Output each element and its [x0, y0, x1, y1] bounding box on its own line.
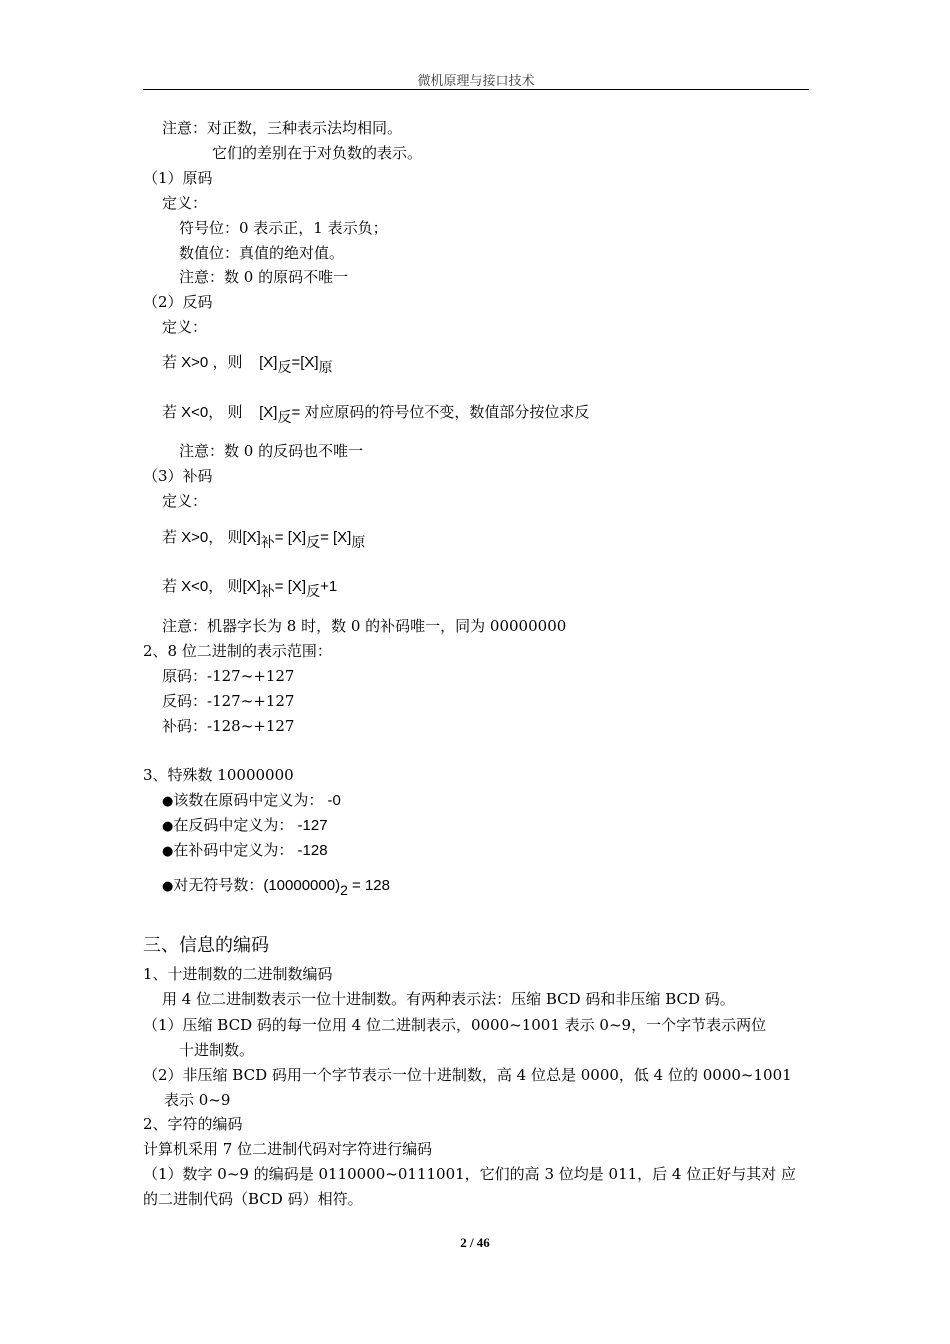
fanma-neg-cond: 若 X<0， 则 — [162, 404, 243, 421]
bcd-packed-line1: （1）压缩 BCD 码的每一位用 4 位二进制表示，0000~1001 表示 0~9，一个字节表示两位 — [143, 1016, 767, 1034]
special-item-unsigned-value: = 128 — [347, 877, 390, 894]
buma-pos-sub-bu: 补 — [260, 534, 275, 550]
special-item-unsigned — [162, 876, 390, 896]
buma-negative-rule — [162, 577, 338, 599]
special-title: 3、特殊数 10000000 — [143, 766, 294, 784]
fanma-neg-desc: 对应原码的符号位不变，数值部分按位求反 — [304, 404, 590, 421]
buma-neg-cond: 若 X<0， 则[X] — [162, 578, 261, 595]
fanma-negative-rule — [162, 403, 590, 425]
range-title: 2、8 位二进制的表示范围： — [143, 642, 332, 660]
fanma-pos-sub-fan: 反 — [277, 359, 292, 375]
page-header: 微机原理与接口技术 — [417, 74, 535, 89]
fanma-note: 注意：数 0 的反码也不唯一 — [179, 442, 364, 460]
bcd-unpacked-line2: 表示 0~9 — [164, 1091, 231, 1109]
buma-pos-eq2: = [X] — [320, 529, 352, 546]
bullet-icon: ● — [162, 879, 174, 894]
bcd-packed-line2: 十进制数。 — [179, 1041, 255, 1059]
fanma-neg-eq: = — [291, 404, 301, 421]
special-item-bu-text: 在补码中定义为： -128 — [173, 842, 328, 859]
header-rule — [143, 89, 809, 90]
yuanma-def: 定义： — [162, 194, 208, 212]
encoding-heading: 三、信息的编码 — [143, 935, 269, 956]
buma-neg-sub-fan: 反 — [306, 583, 321, 599]
special-item-fan-text: 在反码中定义为： -127 — [173, 817, 328, 834]
buma-neg-sub-bu: 补 — [260, 583, 275, 599]
fanma-def: 定义： — [162, 318, 208, 336]
buma-pos-cond: 若 X>0， 则[X] — [162, 529, 261, 546]
special-item-unsigned-text: 对无符号数：(10000000) — [173, 877, 341, 894]
yuanma-sign: 符号位：0 表示正，1 表示负； — [179, 219, 388, 237]
buma-title: （3）补码 — [143, 467, 213, 485]
bcd-intro: 用 4 位二进制数表示一位十进制数。有两种表示法：压缩 BCD 码和非压缩 BCD 码。 — [162, 990, 735, 1008]
fanma-pos-eq: =[X] — [291, 354, 319, 371]
special-item-unsigned-sub: 2 — [340, 882, 348, 898]
yuanma-title: （1）原码 — [143, 169, 213, 187]
bullet-icon: ● — [162, 819, 174, 834]
note-positive: 注意：对正数，三种表示法均相同。 — [162, 119, 403, 137]
buma-pos-eq1: = [X] — [274, 529, 307, 546]
special-item-yuan-text: 该数在原码中定义为： -0 — [173, 792, 341, 809]
buma-pos-sub-yuan: 原 — [351, 534, 366, 550]
page-number: 2 / 46 — [460, 1235, 490, 1250]
buma-note: 注意：机器字长为 8 时，数 0 的补码唯一，同为 00000000 — [162, 617, 567, 635]
char-section-title: 2、字符的编码 — [143, 1115, 243, 1133]
fanma-pos-sub-yuan: 原 — [318, 359, 333, 375]
fanma-title: （2）反码 — [143, 293, 213, 311]
range-yuan: 原码：-127~+127 — [162, 667, 295, 685]
char-digits-line1: （1）数字 0~9 的编码是 0110000~0111001，它们的高 3 位均是 011，后 4 位正好与其对 应 — [143, 1165, 797, 1183]
bcd-unpacked-line1: （2）非压缩 BCD 码用一个字节表示一位十进制数，高 4 位总是 0000，低 4 位的 0000~1001 — [143, 1066, 792, 1084]
fanma-pos-x: [X] — [259, 354, 278, 371]
special-item-bu — [162, 841, 328, 861]
buma-pos-sub-fan: 反 — [306, 534, 321, 550]
buma-neg-plus: +1 — [320, 578, 338, 595]
bullet-icon: ● — [162, 794, 174, 809]
fanma-positive-rule — [162, 353, 333, 375]
note-negative: 它们的差别在于对负数的表示。 — [212, 144, 423, 162]
yuanma-note: 注意：数 0 的原码不唯一 — [179, 268, 349, 286]
bcd-section-title: 1、十进制数的二进制数编码 — [143, 965, 333, 983]
fanma-pos-cond: 若 X>0 ，则 — [162, 354, 243, 371]
range-bu: 补码：-128~+127 — [162, 717, 295, 735]
buma-neg-eq: = [X] — [274, 578, 307, 595]
fanma-neg-sub-fan: 反 — [277, 409, 292, 425]
special-item-yuan — [162, 791, 341, 811]
yuanma-value: 数值位：真值的绝对值。 — [179, 244, 345, 262]
bullet-icon: ● — [162, 844, 174, 859]
char-digits-line2: 的二进制代码（BCD 码）相符。 — [143, 1190, 363, 1208]
buma-def: 定义： — [162, 492, 208, 510]
special-item-fan — [162, 816, 328, 836]
char-intro: 计算机采用 7 位二进制代码对字符进行编码 — [143, 1140, 433, 1158]
range-fan: 反码：-127~+127 — [162, 692, 295, 710]
buma-positive-rule — [162, 528, 366, 550]
fanma-neg-x: [X] — [259, 404, 278, 421]
